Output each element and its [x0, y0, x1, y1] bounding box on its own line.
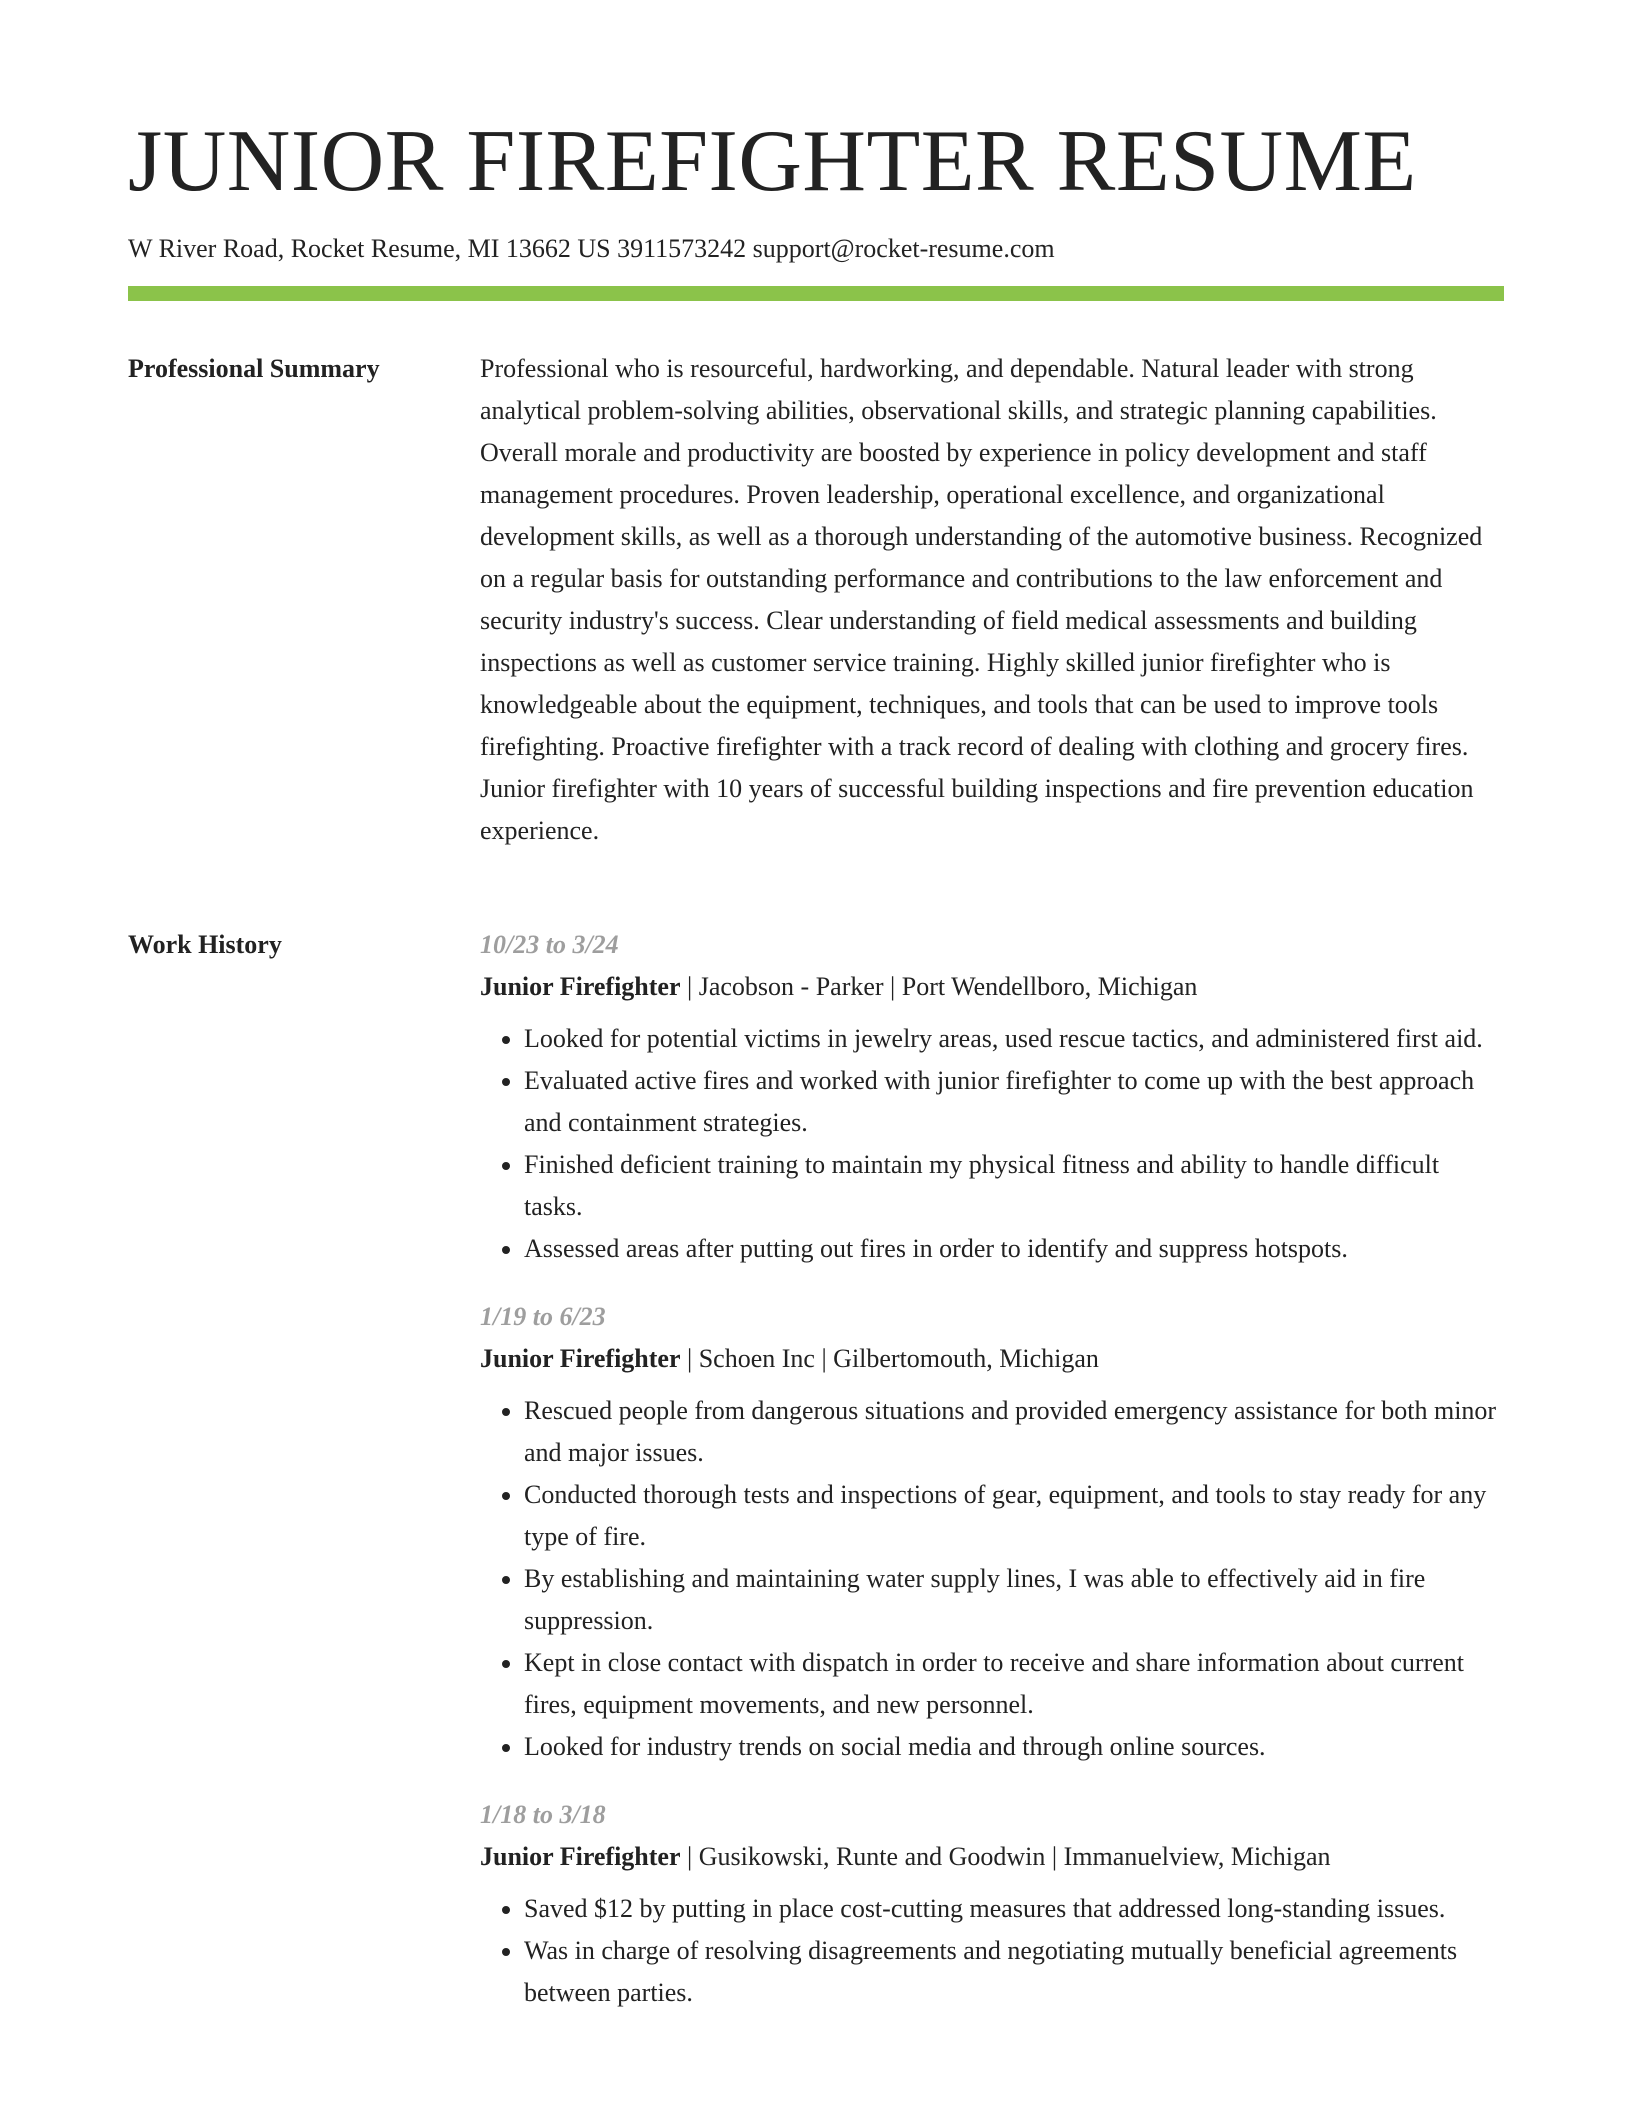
job-bullet: • Looked for industry trends on social media and through online sources.	[524, 1726, 1504, 1768]
job-bullet: • Saved $12 by putting in place cost-cutting measures that addressed long-standing issues.	[524, 1888, 1504, 1930]
resume-title: JUNIOR FIREFIGHTER RESUME	[128, 113, 1417, 210]
job-bullets	[480, 1018, 1504, 1270]
job-title: Junior Firefighter	[480, 972, 681, 1001]
job-entry	[480, 1296, 1504, 1768]
contact-info: W River Road, Rocket Resume, MI 13662 US 3911573242 support@rocket-resume.com	[128, 234, 1055, 263]
job-dates: 1/18 to 3/18	[480, 1800, 606, 1829]
job-bullet: • Assessed areas after putting out fires in order to identify and suppress hotspots.	[524, 1228, 1504, 1270]
job-bullet: • By establishing and maintaining water supply lines, I was able to effectively aid in fire suppression.	[524, 1558, 1504, 1642]
job-dates: 1/19 to 6/23	[480, 1302, 606, 1331]
job-details: | Schoen Inc | Gilbertomouth, Michigan	[680, 1344, 1099, 1373]
job-dates: 10/23 to 3/24	[480, 930, 619, 959]
job-bullet: • Was in charge of resolving disagreements and negotiating mutually beneficial agreements between parties.	[524, 1930, 1504, 2014]
job-bullet: • Kept in close contact with dispatch in order to receive and share information about current fires, equipment movements, and new personnel.	[524, 1642, 1504, 1726]
job-bullet: • Finished deficient training to maintain my physical fitness and ability to handle difficult tasks.	[524, 1144, 1504, 1228]
job-bullet: • Looked for potential victims in jewelry areas, used rescue tactics, and administered first aid.	[524, 1018, 1504, 1060]
job-entry	[480, 1794, 1504, 2014]
job-bullets	[480, 1888, 1504, 2014]
work-history-body	[480, 924, 1504, 2040]
job-bullets	[480, 1390, 1504, 1768]
job-entry	[480, 924, 1504, 1270]
job-bullet: • Evaluated active fires and worked with junior firefighter to come up with the best approach and containment strategies.	[524, 1060, 1504, 1144]
job-heading	[480, 966, 1504, 1008]
summary-text: Professional who is resourceful, hardworking, and dependable. Natural leader with strong analytical problem-solving abilities, observational skills, and strategic planning capabilities. Overall morale and productivity are boosted by experience in policy development and staff management procedures. Proven leadership, operational excellence, and organizational development skills, as well as a thorough understanding of the automotive business. Recognized on a regular basis for outstanding performance and contributions to the law enforcement and security industry's success. Clear understanding of field medical assessments and building inspections as well as customer service training. Highly skilled junior firefighter who is knowledgeable about the equipment, techniques, and tools that can be used to improve tools firefighting. Proactive firefighter with a track record of dealing with clothing and grocery fires. Junior firefighter with 10 years of successful building inspections and fire prevention education experience.	[480, 354, 1483, 845]
job-title: Junior Firefighter	[480, 1842, 681, 1871]
header-divider	[128, 286, 1504, 301]
job-bullet: • Rescued people from dangerous situations and provided emergency assistance for both minor and major issues.	[524, 1390, 1504, 1474]
job-details: | Gusikowski, Runte and Goodwin | Immanuelview, Michigan	[680, 1842, 1331, 1871]
job-heading	[480, 1338, 1504, 1380]
section-label-summary: Professional Summary	[128, 354, 380, 383]
job-bullet: • Conducted thorough tests and inspections of gear, equipment, and tools to stay ready for any type of fire.	[524, 1474, 1504, 1558]
job-heading	[480, 1836, 1504, 1878]
summary-body	[480, 348, 1504, 852]
job-title: Junior Firefighter	[480, 1344, 681, 1373]
section-label-work-history: Work History	[128, 930, 282, 959]
job-details: | Jacobson - Parker | Port Wendellboro, Michigan	[680, 972, 1198, 1001]
